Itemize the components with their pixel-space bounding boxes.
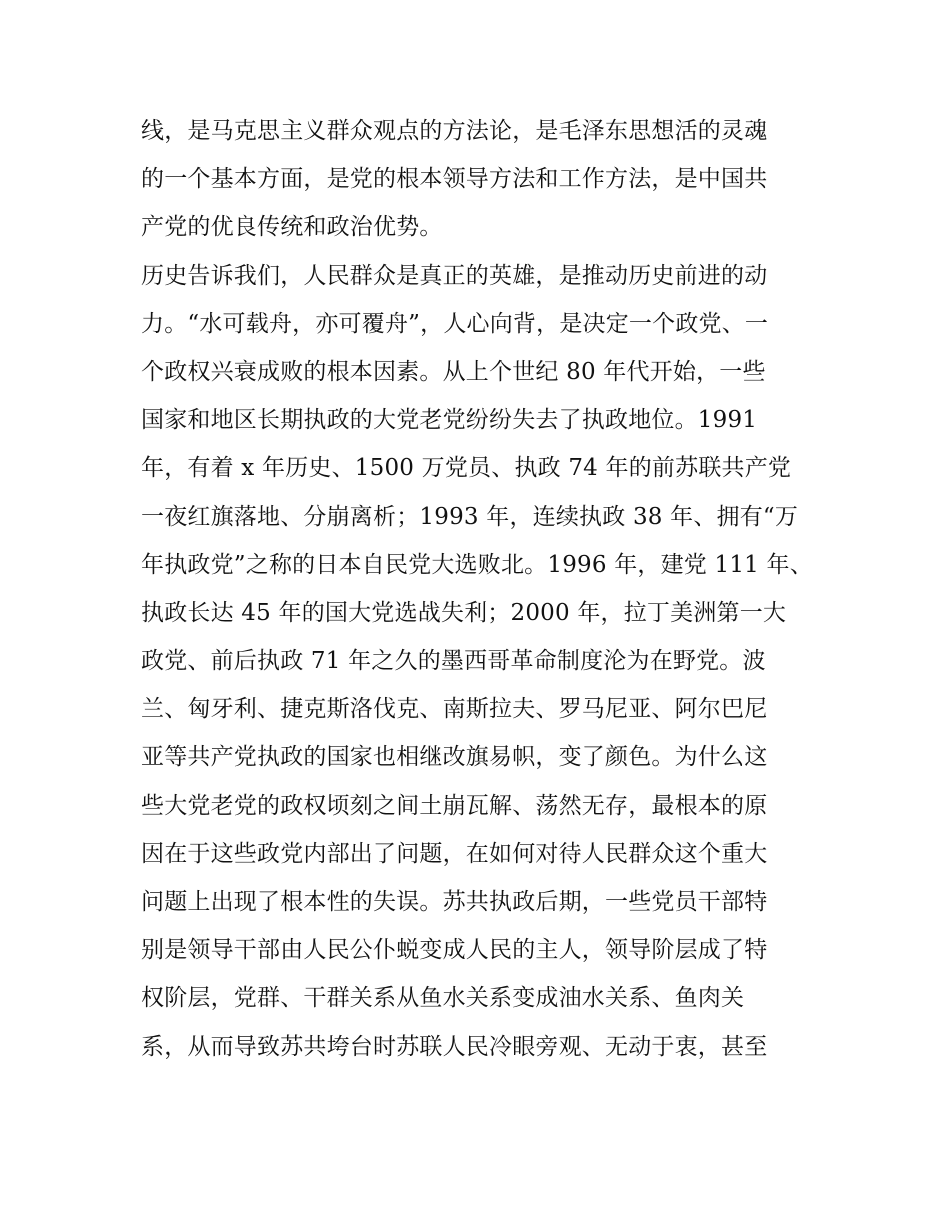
text-line: 线，是马克思主义群众观点的方法论，是毛泽东思想活的灵魂 xyxy=(141,118,768,144)
text-line: 国家和地区长期执政的大党老党纷纷失去了执政地位。1991 xyxy=(141,407,758,434)
text-line: 权阶层，党群、干群关系从鱼水关系变成油水关系、鱼肉关 xyxy=(141,985,745,1012)
text-line: 年，有着 x 年历史、1500 万党员、执政 74 年的前苏联共产党 xyxy=(141,455,792,482)
text-line: 别是领导干部由人民公仆蜕变成人民的主人，领导阶层成了特 xyxy=(141,937,768,964)
text-line: 个政权兴衰成败的根本因素。从上个世纪 80 年代开始，一些 xyxy=(141,358,766,385)
text-line: 兰、匈牙利、捷克斯洛伐克、南斯拉夫、罗马尼亚、阿尔巴尼 xyxy=(141,696,768,723)
text-line: 因在于这些政党内部出了问题，在如何对待人民群众这个重大 xyxy=(141,840,768,867)
text-line: 一夜红旗落地、分崩离析；1993 年，连续执政 38 年、拥有“万 xyxy=(141,503,799,530)
text-line: 亚等共产党执政的国家也相继改旗易帜，变了颜色。为什么这 xyxy=(141,744,768,771)
text-line: 些大党老党的政权顷刻之间土崩瓦解、荡然无存，最根本的原 xyxy=(141,792,768,819)
text-line: 力。“水可载舟，亦可覆舟”，人心向背，是决定一个政党、一 xyxy=(141,310,769,337)
text-line: 历史告诉我们，人民群众是真正的英雄，是推动历史前进的动 xyxy=(141,262,768,289)
text-line: 问题上出现了根本性的失误。苏共执政后期，一些党员干部特 xyxy=(141,889,768,915)
text-line: 执政长达 45 年的国大党选战失利；2000 年，拉丁美洲第一大 xyxy=(141,599,787,626)
body-text xyxy=(141,107,821,1071)
text-line: 年执政党”之称的日本自民党大选败北。1996 年，建党 111 年、 xyxy=(141,551,813,578)
text-line: 产党的优良传统和政治优势。 xyxy=(141,214,443,241)
text-line: 系，从而导致苏共垮台时苏联人民冷眼旁观、无动于衷，甚至 xyxy=(141,1033,768,1060)
text-line: 的一个基本方面，是党的根本领导方法和工作方法，是中国共 xyxy=(141,166,768,193)
text-line: 政党、前后执政 71 年之久的墨西哥革命制度沦为在野党。波 xyxy=(141,648,766,675)
